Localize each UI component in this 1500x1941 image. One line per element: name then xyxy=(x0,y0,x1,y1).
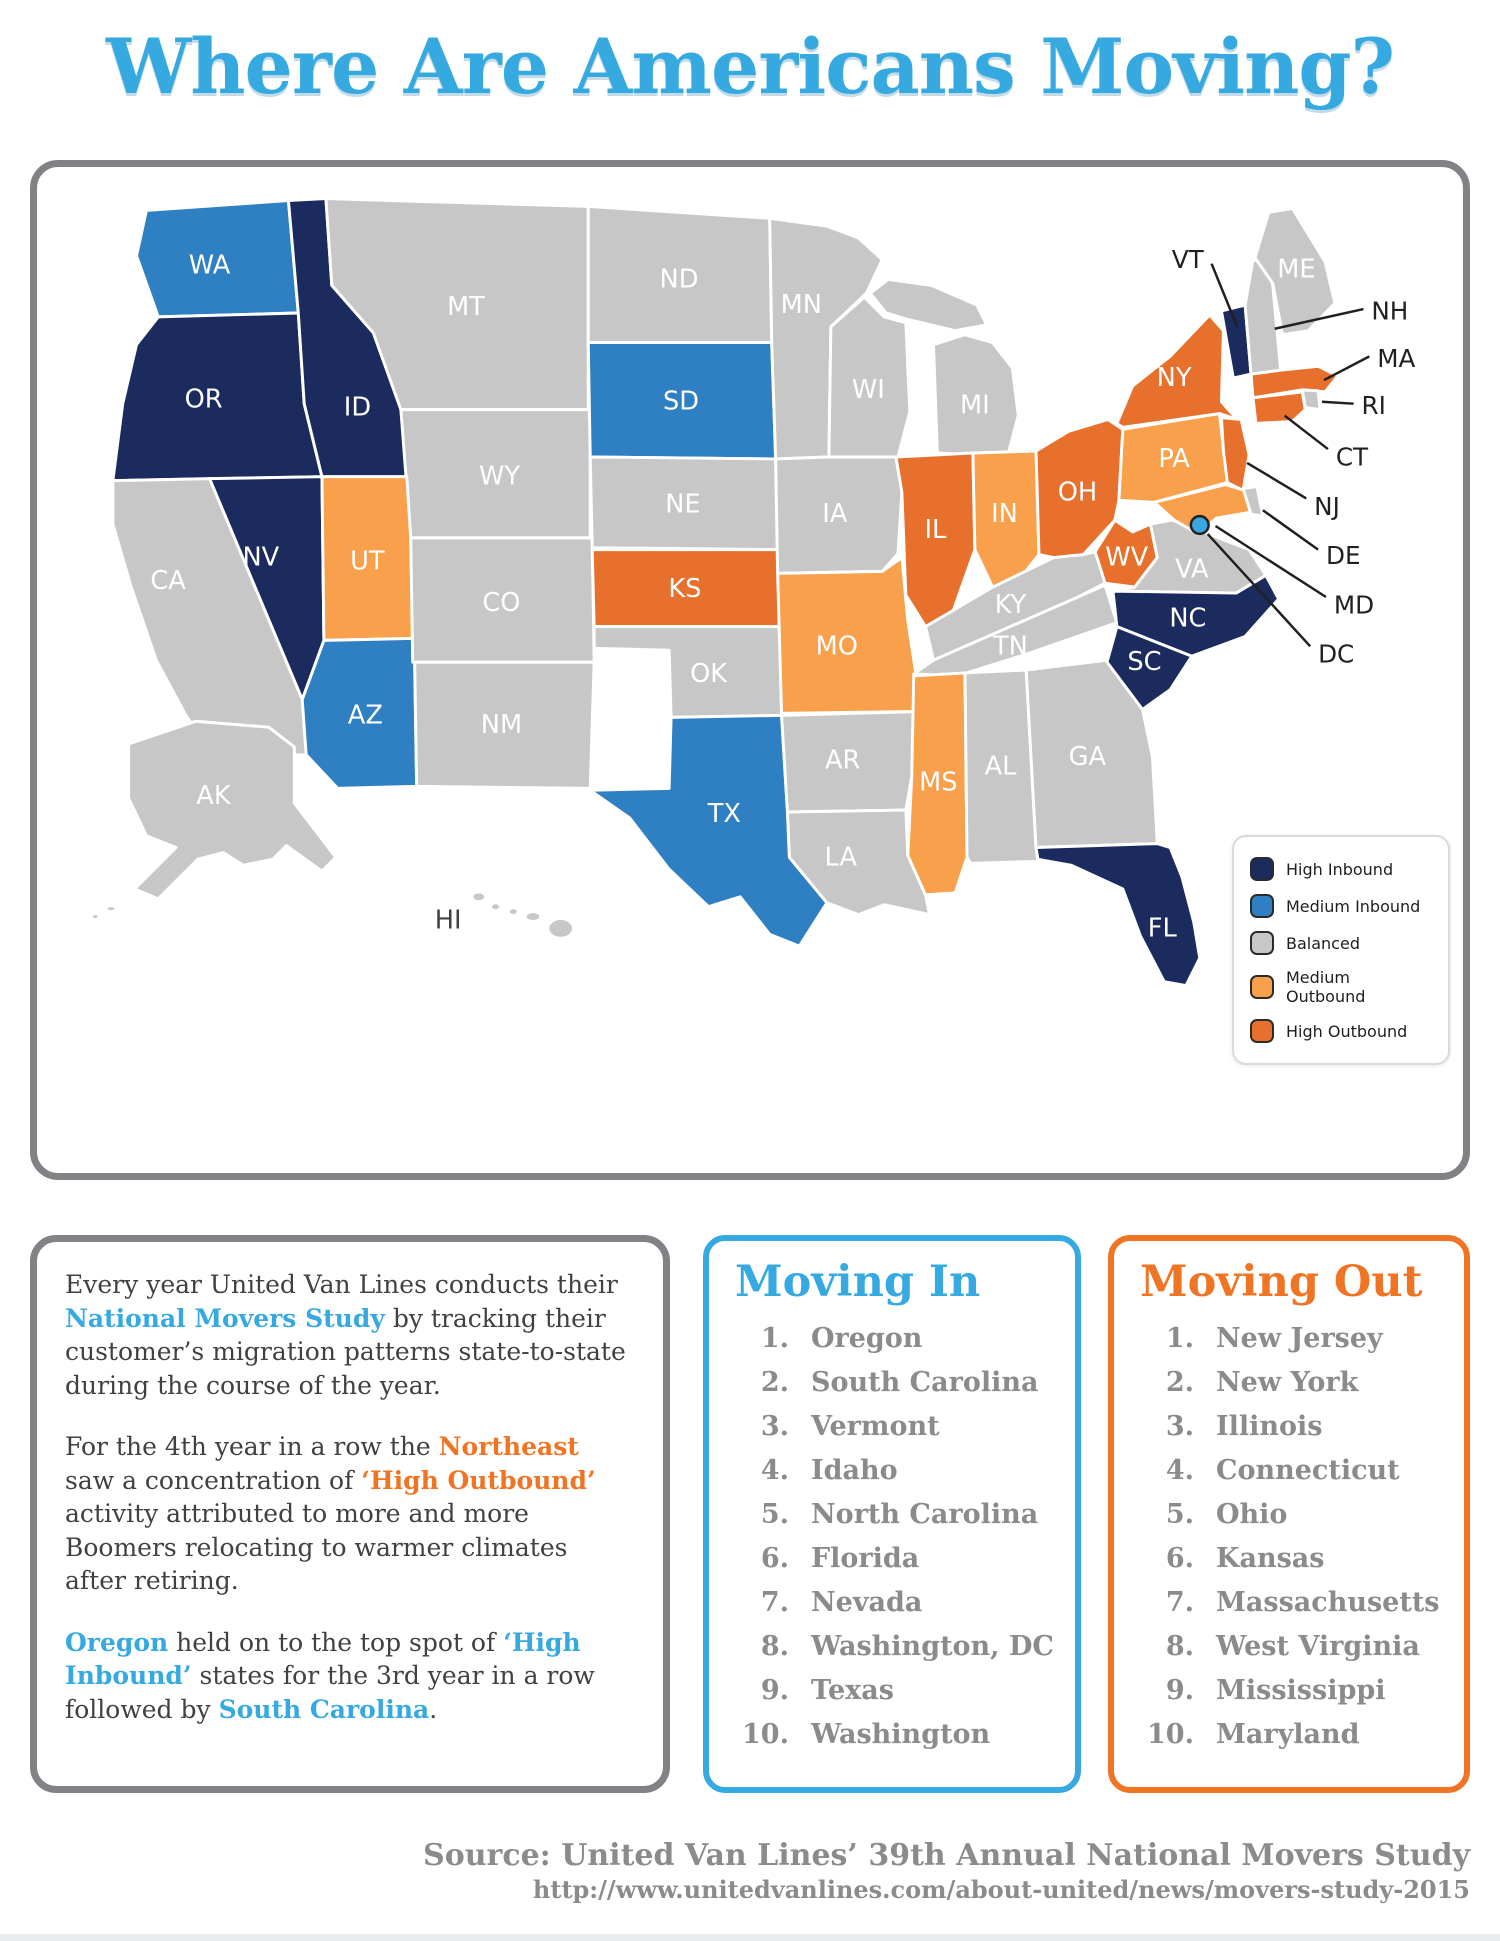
callout-line xyxy=(1263,510,1318,549)
legend-label: Medium Inbound xyxy=(1286,896,1421,916)
list-item: 1. New Jersey xyxy=(1165,1322,1383,1354)
state-label: NE xyxy=(665,489,701,520)
callout-label-DE: DE xyxy=(1325,541,1361,571)
callout-line xyxy=(1322,402,1354,404)
legend-item xyxy=(1250,857,1432,881)
legend-label: Balanced xyxy=(1286,933,1360,953)
state-label: OK xyxy=(690,658,728,689)
intro-paragraph: Every year United Van Lines conducts their National Movers Study by tracking their customer’s migration patterns state-to-state during the course of the year. xyxy=(65,1270,626,1400)
callout-label-MA: MA xyxy=(1377,343,1416,373)
list-item: 9. Mississippi xyxy=(1165,1674,1386,1706)
state-OK xyxy=(594,627,781,718)
callout-line xyxy=(1324,356,1369,380)
state-label: MO xyxy=(815,631,858,662)
legend-item xyxy=(1250,1019,1432,1043)
state-label: GA xyxy=(1068,741,1107,772)
state-label: IL xyxy=(924,514,947,545)
state-label: MS xyxy=(919,767,958,798)
intro-text-box xyxy=(30,1235,670,1793)
state-label: CO xyxy=(482,587,521,618)
list-item: 6. Florida xyxy=(760,1542,920,1574)
list-item: 6. Kansas xyxy=(1165,1542,1325,1574)
state-label: MN xyxy=(780,290,822,321)
state-label: AL xyxy=(984,751,1017,782)
state-label: VA xyxy=(1175,554,1209,585)
list-item: 9. Texas xyxy=(760,1674,894,1706)
source-line2: http://www.unitedvanlines.com/about-united/news/movers-study-2015 xyxy=(532,1875,1470,1904)
state-label: SC xyxy=(1127,647,1162,678)
list-item: 4. Idaho xyxy=(760,1454,898,1486)
aleutian-island xyxy=(106,906,116,912)
state-label: ID xyxy=(343,392,372,423)
legend-swatch xyxy=(1250,894,1274,918)
state-CT xyxy=(1253,392,1305,424)
state-label: CA xyxy=(150,566,186,597)
page-title: Where Are Americans Moving? xyxy=(105,22,1395,111)
intro-paragraph: Oregon held on to the top spot of ‘High Inbound’ states for the 3rd year in a row followed by South Carolina. xyxy=(65,1627,595,1724)
legend-swatch xyxy=(1250,975,1274,999)
hawaii-island xyxy=(525,912,541,922)
intro-paragraphs xyxy=(65,1268,635,1726)
state-label: KS xyxy=(668,574,702,605)
list-item: 5. Ohio xyxy=(1165,1498,1288,1530)
legend-label: High Inbound xyxy=(1286,859,1394,879)
us-map-panel xyxy=(30,160,1470,1180)
state-label: WY xyxy=(478,461,520,492)
legend-label: Medium Outbound xyxy=(1286,968,1366,1006)
callout-label-CT: CT xyxy=(1335,442,1369,472)
moving-in-title: Moving In xyxy=(735,1257,981,1307)
state-label: NM xyxy=(480,710,523,741)
state-label: MT xyxy=(447,292,485,323)
state-label: AK xyxy=(196,781,231,812)
legend-swatch xyxy=(1250,1019,1274,1043)
list-item: 3. Illinois xyxy=(1165,1410,1323,1442)
state-label: OH xyxy=(1057,477,1098,508)
state-label: HI xyxy=(434,905,462,936)
state-label: NY xyxy=(1156,363,1192,394)
legend-item xyxy=(1250,894,1432,918)
state-label: KY xyxy=(994,589,1027,620)
source-note xyxy=(423,1838,1470,1905)
callout-label-DC: DC xyxy=(1318,639,1355,669)
bottom-strip xyxy=(0,1934,1500,1941)
list-item: 7. Nevada xyxy=(760,1586,923,1618)
list-item: 8. Washington, DC xyxy=(760,1630,1054,1662)
callout-label-VT: VT xyxy=(1171,245,1204,275)
state-label: IN xyxy=(991,499,1018,530)
state-label: NV xyxy=(242,542,280,573)
moving-out-list xyxy=(1134,1316,1444,1756)
hawaii-island xyxy=(508,908,518,916)
state-label: WA xyxy=(188,250,231,281)
legend-item xyxy=(1250,931,1432,955)
legend-rows xyxy=(1250,857,1432,1043)
list-item: 10. Maryland xyxy=(1147,1718,1360,1750)
state-label: UT xyxy=(350,546,385,577)
moving-in-list xyxy=(729,1316,1055,1756)
list-item: 4. Connecticut xyxy=(1165,1454,1400,1486)
state-label: AZ xyxy=(347,700,383,731)
hawaii-island xyxy=(472,892,486,902)
hawaii-island xyxy=(548,919,574,939)
callout-label-MD: MD xyxy=(1333,590,1375,620)
state-label: SD xyxy=(662,386,699,417)
dc-dot xyxy=(1191,516,1209,534)
legend-item xyxy=(1250,968,1432,1006)
state-label: TN xyxy=(992,631,1028,662)
list-item: 7. Massachusetts xyxy=(1165,1586,1440,1618)
state-label: PA xyxy=(1158,443,1190,474)
list-item: 8. West Virginia xyxy=(1165,1630,1420,1662)
state-label: TX xyxy=(707,798,741,829)
state-NJ xyxy=(1221,418,1249,491)
state-label: NC xyxy=(1169,603,1207,634)
state-label: LA xyxy=(824,842,857,873)
state-label: WI xyxy=(851,374,885,405)
map-legend xyxy=(1232,835,1450,1065)
callout-label-NJ: NJ xyxy=(1314,491,1340,521)
intro-paragraph: For the 4th year in a row the Northeast saw a concentration of ‘High Outbound’ activity attributed to more and more Boomers relocating to warmer climates after retiring. xyxy=(65,1432,596,1595)
callout-label-NH: NH xyxy=(1371,296,1409,326)
legend-swatch xyxy=(1250,857,1274,881)
hawaii-island xyxy=(491,903,501,911)
moving-in-box xyxy=(703,1235,1081,1793)
list-item: 10. Washington xyxy=(742,1718,991,1750)
aleutian-island xyxy=(91,914,99,920)
state-label: MI xyxy=(960,390,990,421)
state-label: OR xyxy=(184,384,223,415)
list-item: 5. North Carolina xyxy=(760,1498,1039,1530)
legend-label: High Outbound xyxy=(1286,1021,1408,1041)
list-item: 2. New York xyxy=(1165,1366,1359,1398)
state-label: ND xyxy=(659,264,699,295)
list-item: 2. South Carolina xyxy=(760,1366,1039,1398)
moving-out-title: Moving Out xyxy=(1140,1257,1423,1307)
moving-out-box xyxy=(1108,1235,1470,1793)
state-label: IA xyxy=(822,499,848,530)
state-label: ME xyxy=(1277,254,1316,285)
list-item: 3. Vermont xyxy=(760,1410,940,1442)
callout-label-RI: RI xyxy=(1361,391,1386,421)
source-line1: Source: United Van Lines’ 39th Annual National Movers Study xyxy=(423,1838,1470,1873)
legend-swatch xyxy=(1250,931,1274,955)
state-label: FL xyxy=(1147,913,1177,944)
state-label: AR xyxy=(825,745,861,776)
state-label: WV xyxy=(1105,542,1149,573)
callout-line xyxy=(1285,416,1328,450)
list-item: 1. Oregon xyxy=(760,1322,923,1354)
